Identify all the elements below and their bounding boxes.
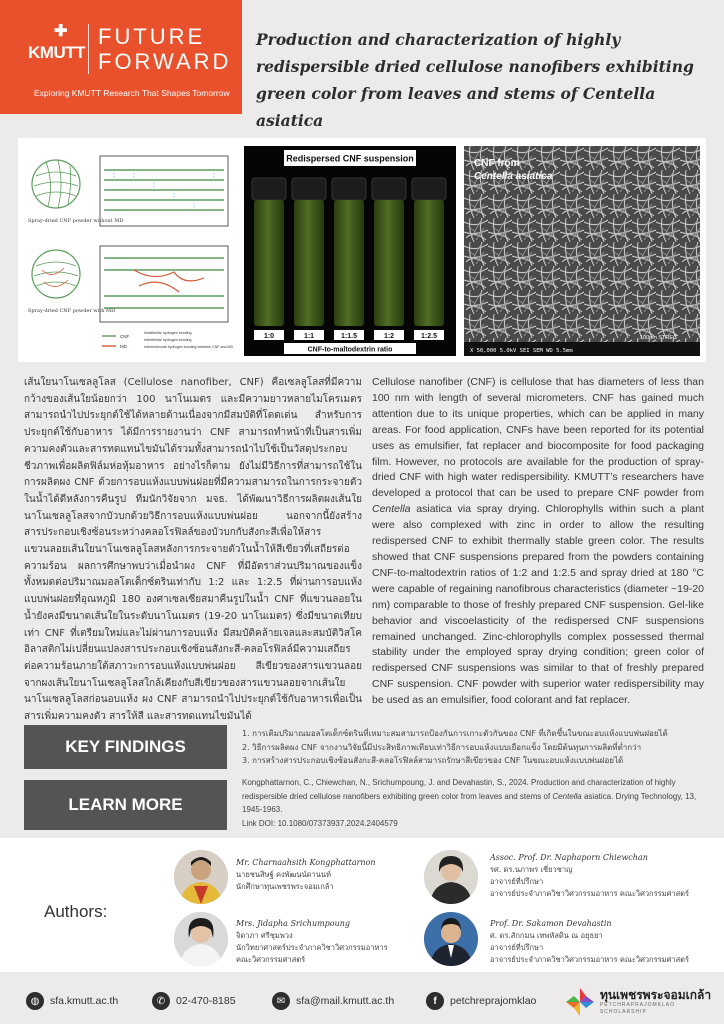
ratio-label: 1:1.5 xyxy=(341,333,357,340)
avatar xyxy=(424,912,478,966)
author-role-2: อาจารย์ประจำภาควิชาวิศวกรรมอาหาร คณะวิศวกรรมศาสตร์ xyxy=(490,955,690,964)
avatar xyxy=(174,850,228,904)
key-findings-label: KEY FINDINGS xyxy=(24,725,227,769)
key-finding-item: 3. การสร้างสารประกอบเชิงซ้อนสังกะสี-คลอโรฟิลล์สามารถรักษาสีเขียวของ CNF ในขณะอบแห้งแบบพ่นฝอยได้ xyxy=(242,756,624,765)
author-role-2: คณะวิศวกรรมศาสตร์ xyxy=(236,955,306,964)
phone-icon: ✆ xyxy=(152,992,170,1010)
footer-website[interactable] xyxy=(26,992,118,1010)
vial-4 xyxy=(372,178,406,326)
citation-part2: asiatica. Drying Technology, 13, 1945-1963. xyxy=(242,791,697,814)
author-name-en: Assoc. Prof. Dr. Naphaporn Chiewchan xyxy=(490,853,648,862)
avatar xyxy=(424,850,478,904)
website-text: sfa.kmutt.ac.th xyxy=(50,995,119,1007)
author-name-en: Mrs. Jidapha Srichumpoung xyxy=(236,919,351,928)
author-4 xyxy=(490,918,689,966)
sem-panel xyxy=(464,146,700,356)
key-finding-item: 1. การเติมปริมาณมอลโตเด็กซ์ตรินที่เหมาะสมสามารถป้องกันการเกาะตัวกันของ CNF ที่เกิดขึ้นในขณะอบแห้งแบบพ่นฝอยได้ xyxy=(242,729,668,738)
body-en-part2: asiatica via spray drying. Chlorophylls within such a plant were also complexed with zinc in order to allow the resulting redispersed CNF to exhibit thermally stable green color. The results showed that CNF suspensions prepared from the powders containing CNF-to-maltodextrin ratios of 1:2 and 1:2.5 and spray dried at 180 °C were capable of regaining nanofibrous characteristics (diameter ~19-20 nm) comparable to those of freshly prepared CNF suspension. Gel-like behavior and viscoelasticity of the redispersed CNF suspensions remained unchanged. Zinc-chlorophylls complex possessed thermal stability under the employed spray drying condition; green color of redispersed CNF suspensions was similar to that of freshly prepared CNF suspension. CNF powder with superior water redispersibility may be used as an emulsifier, food colorant and fat replacer. xyxy=(372,503,704,707)
author-name-th: ศ. ดร.สักกมน เทพหัสดิน ณ อยุธยา xyxy=(490,931,603,940)
author-2 xyxy=(490,852,689,900)
phone-text: 02-470-8185 xyxy=(176,995,236,1007)
schematic-panel xyxy=(24,146,234,356)
facebook-icon: f xyxy=(426,992,444,1010)
scholarship-logo xyxy=(564,986,724,1018)
avatar xyxy=(174,912,228,966)
author-role: นักวิทยาศาสตร์ประจำภาควิชาวิศวกรรมอาหาร xyxy=(236,943,388,952)
author-role-2: อาจารย์ประจำภาควิชาวิศวกรรมอาหาร คณะวิศวกรรมศาสตร์ xyxy=(490,889,690,898)
key-findings-list xyxy=(242,727,712,768)
footer xyxy=(0,982,724,1024)
sem-title-2: Centella asiatica xyxy=(474,171,553,182)
brand-divider xyxy=(88,24,89,74)
header xyxy=(0,0,724,130)
author-role: อาจารย์ที่ปรึกษา xyxy=(490,877,544,886)
legend-cnf: CNF xyxy=(120,334,130,339)
citation-part1: Kongphattarnon, C., Chiewchan, N., Srichumpoung, J. and Devahastin, S., 2024. Production and characterization of highly redispersible dried cellulose nanofibers exhibiting green color from leaves and stems of xyxy=(242,778,676,801)
legend-desc-3: Intermolecular hydrogen bonding between CNF and MD xyxy=(144,345,234,349)
globe-icon: ◍ xyxy=(26,992,44,1010)
logo-cross-icon: ✚ xyxy=(54,23,68,40)
body-en-part1: Cellulose nanofiber (CNF) is cellulose that has diameters of less than 100 nm with length of several micrometers. CNF has gained much attention due to its unique properties, which can be applied in many areas. For food application, CNFs have been reported for its potential uses as emulsifier, fat replacer and biocomposite for food packaging film. However, no protocols are available for the production of spray-dried CNF with high water redispersibility. KMUTT’s researchers have developed a protocol that can be used to prepare CNF powder from xyxy=(372,376,704,500)
body-en-italic: Centella xyxy=(372,503,411,516)
ratio-axis-label: CNF-to-maltodextrin ratio xyxy=(307,346,393,354)
facebook-text: petchreprajomklao xyxy=(450,995,537,1007)
page-title: Production and characterization of highly redispersible dried cellulose nanofibers exhibiting green color from leaves and stems of Centella asiatica xyxy=(256,30,694,130)
authors-label: Authors: xyxy=(44,902,108,921)
author-role: อาจารย์ที่ปรึกษา xyxy=(490,943,544,952)
schematic-label-bottom: Spray-dried CNF powder with MD xyxy=(28,308,116,314)
body-english xyxy=(372,375,704,709)
vials-panel xyxy=(244,146,456,356)
author-name-th: รศ. ดร.นภาพร เชี่ยวชาญ xyxy=(490,865,573,874)
sem-title-1: CNF from xyxy=(474,158,520,169)
logo-text: KMUTT xyxy=(28,43,85,62)
footer-phone[interactable] xyxy=(152,992,236,1010)
legend-md: MD xyxy=(120,344,127,349)
scholarship-name-th: ทุนเพชรพระจอมเกล้า xyxy=(599,988,712,1002)
ratio-label: 1:2 xyxy=(383,333,395,340)
scholarship-mark-icon xyxy=(564,986,596,1018)
brand-forward: FORWARD xyxy=(98,49,232,74)
email-text: sfa@mail.kmutt.ac.th xyxy=(296,995,395,1007)
citation-italic: Centella xyxy=(552,791,582,801)
email-icon: ✉ xyxy=(272,992,290,1010)
kmutt-logo xyxy=(28,23,85,76)
vial-5 xyxy=(412,178,446,326)
sem-scale: 100nm STREC xyxy=(640,335,677,341)
footer-facebook[interactable] xyxy=(426,992,536,1010)
legend-desc-1: Intrafibrillar hydrogen bonding xyxy=(144,331,192,335)
key-finding-item: 2. วิธีการผลิตผง CNF จากงานวิจัยนี้มีประสิทธิภาพเทียบเท่าวิธีการอบแห้งแบบเยือกแข็ง โดยมีต้นทุนการผลิตที่ต่ำกว่า xyxy=(242,742,642,752)
body-thai: เส้นใยนาโนเซลลูโลส (Cellulose nanofiber, CNF) คือเซลลูโลสที่มีความกว้างของเส้นใยน้อยกว่า 100 นาโนเมตร และมีความยาวหลายไมโครเมตร สามารถนำไปประยุกต์ใช้ได้หลายด้านเนื่องจากมีสมบัติที่โดดเด่น สำหรับการประยุกต์ใช้กับอาหาร ได้มีการรายงานว่า CNF สามารถทำหน้าที่เป็นสารเพิ่มความคงตัวและสารทดแทนไขมันได้รวมทั้งสามารถนำไปใช้เป็นวัสดุประกอบชีวภาพเพื่อผลิตฟิล์มห่อหุ้มอาหาร อย่างไรก็ตาม ยังไม่มีวิธีการที่สามารถใช้ในการผลิตผง CNF ด้วยการอบแห้งแบบพ่นฝอยที่มีความสามารถในการกระจายตัวในน้ำได้ดีหลังการคืนรูป ทีมนักวิจัยจาก มจธ. ได้พัฒนาวิธีการผลิตผงเส้นใยนาโนเซลลูโลสจากบัวบกด้วยวิธีการอบแห้งแบบพ่นฝอย นอกจากนี้ยังสร้างสารประกอบเชิงซ้อนระหว่างคลอโรฟิลล์ของบัวบกกับสังกะสีเพื่อให้สารแขวนลอยเส้นใยนาโนเซลลูโลสหลังการกระจายตัวในน้ำให้สีเขียวที่เสถียรต่อความร้อน ผลการศึกษาพบว่าเมื่อนำผง CNF ที่มีอัตราส่วนปริมาณของแข็งทั้งหมดต่อปริมาณมอลโตเด็กซ์ตรินเท่ากับ 1:2 และ 1:2.5 ที่ผ่านการอบแห้งแบบพ่นฝอยที่อุณหภูมิ 180 องศาเซลเซียสมาคืนรูปในน้ำ CNF ที่แขวนลอยในน้ำยังคงมีขนาดเส้นใยในระดับนาโนเมตร (19-20 นาโนเมตร) ซึ่งมีขนาดเทียบเท่า CNF ที่เตรียมใหม่และไม่ผ่านการอบแห้ง มีสมบัติคล้ายเจลและสมบัติวิสโคอิลาสติกไม่เปลี่ยนแปลงสารประกอบเชิงซ้อนสังกะสี-คลอโรฟิลล์มีความเสถียรต่อความร้อนภายใต้สภาวะการอบแห้งแบบพ่นฝอย สีเขียวของสารแขวนลอยจากผงเส้นใยนาโนเซลลูโลสใกล้เคียงกับสีเขียวของสารแขวนลอยจากเส้นใยนาโนเซลลูโลสก่อนอบแห้ง ผง CNF สามารถนำไปประยุกต์ใช้กับอาหารเพื่อเป็นสารเพิ่มความคงตัว สารให้สี และสารทดแทนไขมันได้ xyxy=(24,377,362,723)
ratio-label: 1:2.5 xyxy=(421,333,437,340)
brand-future: FUTURE xyxy=(98,24,206,49)
ratio-label: 1:0 xyxy=(263,333,275,340)
author-3 xyxy=(236,918,388,966)
vials-title: Redispersed CNF suspension xyxy=(286,153,414,164)
footer-email[interactable] xyxy=(272,992,394,1010)
citation xyxy=(242,776,712,830)
vial-3 xyxy=(332,178,366,326)
author-name-en: Mr. Charnaahsith Kongphattarnon xyxy=(236,858,376,867)
doi-link[interactable]: Link DOI: 10.1080/07373937.2024.2404579 xyxy=(242,818,398,828)
brand-tagline: Exploring KMUTT Research That Shapes Tomorrow xyxy=(34,88,230,98)
author-name-th: จิดาภา ศรีชุมพวง xyxy=(236,931,293,940)
vial-1 xyxy=(252,178,286,326)
legend-desc-2: Interfibrillar hydrogen bonding xyxy=(144,338,192,342)
author-role: นักศึกษาทุนเพชรพระจอมเกล้า xyxy=(236,882,334,891)
learn-more-label: LEARN MORE xyxy=(24,780,227,830)
vial-2 xyxy=(292,178,326,326)
author-1 xyxy=(236,857,376,893)
brand-block xyxy=(0,0,242,114)
author-name-en: Prof. Dr. Sakamon Devahastin xyxy=(490,919,612,928)
figure xyxy=(18,138,706,362)
scholarship-name-en: PETCHRAPRAJOMKLAO SCHOLARSHIP xyxy=(599,1002,676,1015)
author-name-th: นายชนสิษฐ์ คงพัฒนน์ดานนท์ xyxy=(236,870,331,879)
sem-bar: X 50,000 5.0kV SEI SEM WD 5.5mm xyxy=(470,348,573,354)
schematic-label-top: Spray-dried CNF powder without MD xyxy=(28,218,124,224)
ratio-label: 1:1 xyxy=(303,333,315,340)
